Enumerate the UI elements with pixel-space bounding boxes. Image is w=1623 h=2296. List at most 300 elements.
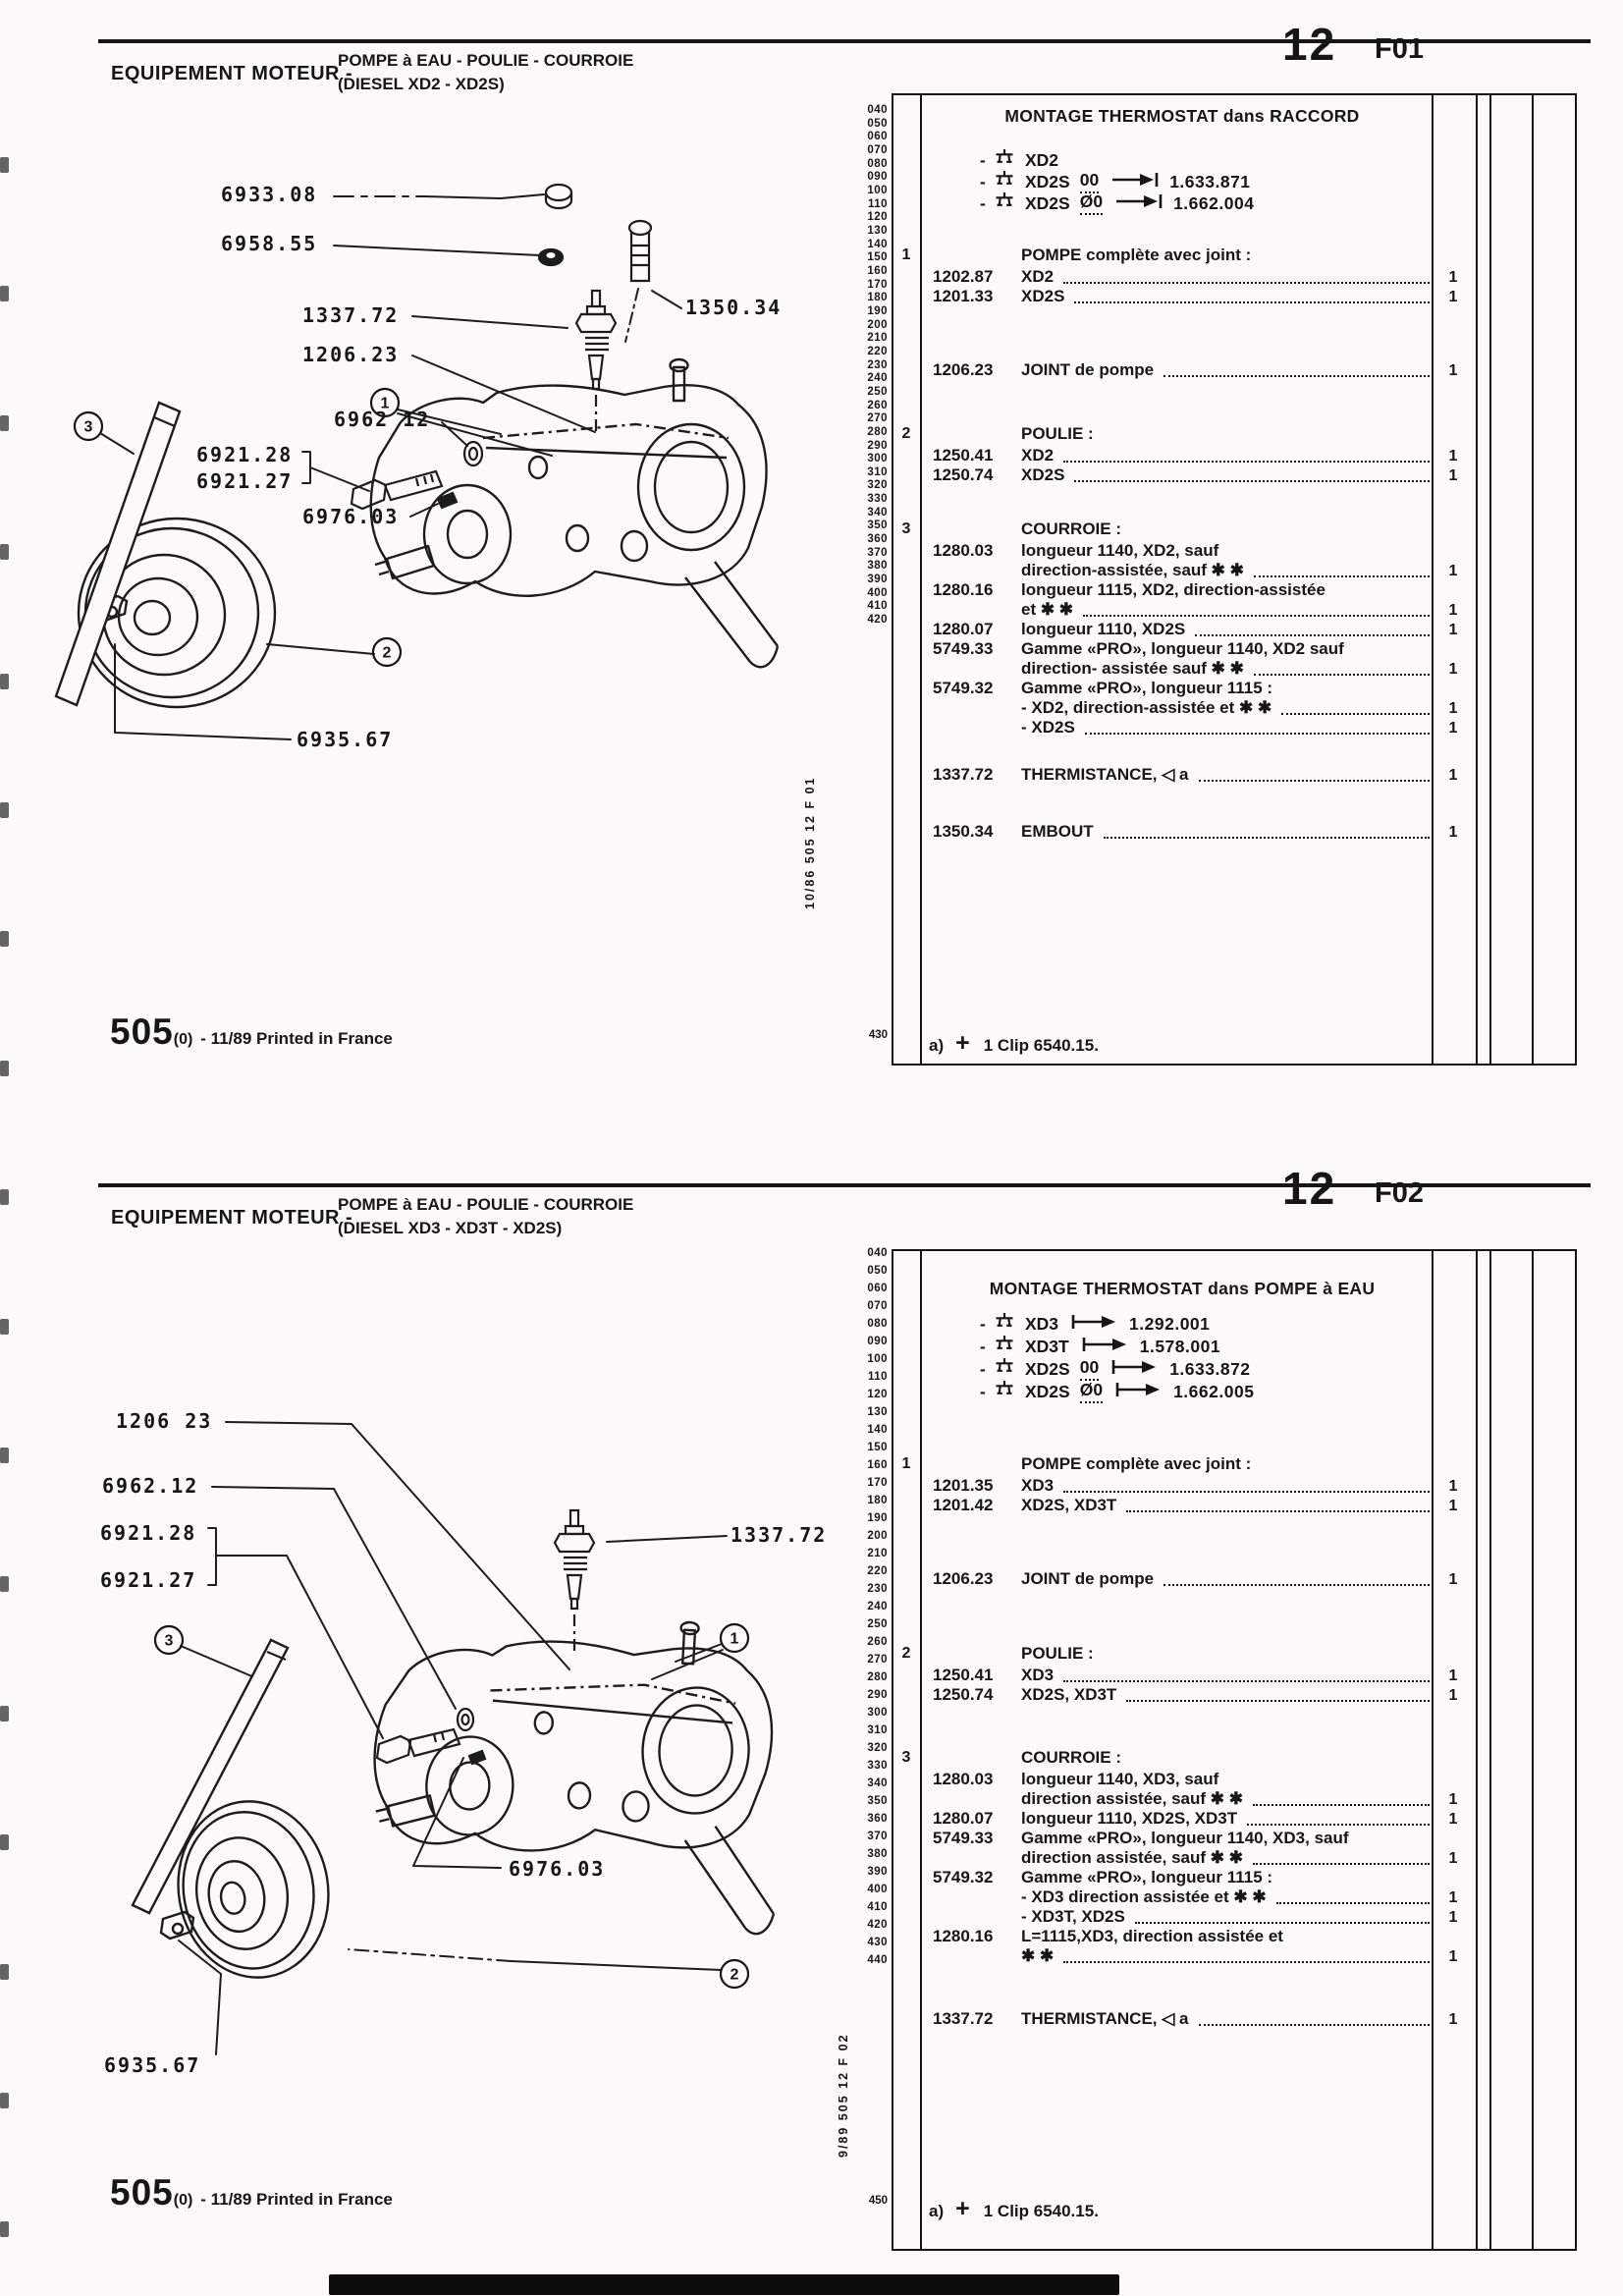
part-reference: 1250.41: [933, 446, 994, 465]
margin-line-number: 060: [867, 131, 888, 143]
quantity-value: 1: [1448, 1948, 1458, 1965]
part-reference: 1202.87: [933, 267, 994, 286]
margin-line-number: 320: [867, 479, 888, 492]
binding-mark: [0, 286, 9, 301]
panel-f02: [0, 1148, 1623, 2296]
part-reference: 1201.35: [933, 1476, 994, 1495]
binding-mark: [0, 1706, 9, 1722]
quantity-value: 1: [1448, 1791, 1458, 1808]
margin-line-number: 130: [867, 1406, 888, 1418]
dotted-leader: [1163, 1584, 1430, 1586]
part-description: Gamme «PRO», longueur 1115 :: [1021, 679, 1273, 697]
part-number-label: 1337.72: [302, 303, 400, 327]
margin-line-number: 250: [867, 385, 888, 398]
margin-line-number: 260: [867, 1636, 888, 1648]
margin-line-number: 150: [867, 1442, 888, 1453]
dotted-leader: [1063, 461, 1430, 463]
page-title: EQUIPEMENT MOTEUR -: [111, 1207, 353, 1229]
part-row: [933, 580, 1432, 600]
part-number-label: 1206 23: [116, 1409, 213, 1433]
dotted-leader: [1281, 713, 1430, 715]
margin-line-number: 300: [867, 1707, 888, 1719]
part-number-label: 6933.08: [221, 183, 318, 206]
part-row: [933, 698, 1432, 718]
part-number-label: 6976.03: [302, 505, 400, 528]
margin-line-number: 260: [867, 399, 888, 411]
margin-line-number: 360: [867, 533, 888, 546]
part-number-label: 6962.12: [102, 1474, 199, 1498]
part-number-label: 6935.67: [104, 2053, 201, 2077]
margin-line-number: 240: [867, 372, 888, 385]
part-description: longueur 1140, XD2, sauf: [1021, 541, 1219, 560]
dotted-leader: [1135, 1922, 1430, 1924]
part-row: [933, 1789, 1432, 1809]
variant-line: - XD2S 00 1.633.872: [980, 1358, 1251, 1380]
section-title-row: POMPE complète avec joint :: [1021, 246, 1252, 264]
quantity-value: 1: [1448, 563, 1458, 579]
part-row: [933, 465, 1432, 485]
quantity-value: 1: [1448, 362, 1458, 379]
part-number-label: 6921.27: [196, 469, 294, 493]
part-number-label: 1350.34: [685, 296, 783, 319]
callout-number: 2: [382, 644, 392, 662]
part-row: [933, 718, 1432, 738]
quantity-value: 1: [1448, 1811, 1458, 1828]
item-number: 3: [901, 1749, 911, 1766]
margin-line-number: 380: [867, 560, 888, 573]
footer-revision: (0): [173, 1031, 193, 1048]
part-description: XD2S: [1021, 465, 1065, 484]
bolt-head-drawing: [377, 1736, 410, 1763]
dotted-leader: [1063, 282, 1430, 284]
margin-line-number: 160: [867, 1459, 888, 1471]
bolt-drawing: [629, 221, 651, 235]
part-reference: 5749.32: [933, 679, 994, 697]
part-description: XD3: [1021, 1476, 1055, 1495]
margin-line-number: 090: [867, 1336, 888, 1347]
part-description: JOINT de pompe: [1021, 1569, 1155, 1588]
dotted-leader: [1063, 1491, 1430, 1493]
footnote-label: a): [929, 2202, 945, 2220]
quantity-value: 1: [1448, 2011, 1458, 2028]
part-description: L=1115,XD3, direction assistée et: [1021, 1927, 1283, 1945]
margin-line-number: 320: [867, 1742, 888, 1754]
part-description: Gamme «PRO», longueur 1115 :: [1021, 1868, 1273, 1886]
margin-line-number: 410: [867, 1901, 888, 1913]
margin-line-number: 100: [867, 1353, 888, 1365]
footnote-text: 1 Clip 6540.15.: [983, 1036, 1099, 1055]
part-row: [933, 446, 1432, 465]
footnote-text: 1 Clip 6540.15.: [983, 2202, 1099, 2220]
variant-model: XD2S: [1025, 171, 1070, 191]
part-row: [933, 600, 1432, 620]
margin-line-number: 340: [867, 1777, 888, 1789]
margin-line-number: 310: [867, 465, 888, 478]
part-row: [933, 1569, 1432, 1589]
subtitle-line2: (DIESEL XD3 - XD3T - XD2S): [338, 1219, 563, 1237]
part-number-label: 1337.72: [730, 1523, 828, 1547]
margin-line-number: 180: [867, 292, 888, 304]
part-description: longueur 1140, XD3, sauf: [1021, 1770, 1219, 1788]
margin-line-number: 040: [867, 1247, 888, 1259]
section-title-row: POULIE :: [1021, 1644, 1094, 1663]
part-description: direction- assistée sauf ✱ ✱: [1021, 659, 1244, 678]
variant-reference: 1.662.004: [1173, 192, 1255, 213]
variant-reference: 1.292.001: [1129, 1313, 1211, 1334]
part-number-label: 6921.27: [100, 1568, 197, 1592]
part-number-label: 1206.23: [302, 343, 400, 366]
margin-line-number: 220: [867, 1565, 888, 1577]
quantity-value: 1: [1448, 720, 1458, 737]
table-line: [1575, 93, 1577, 1066]
quantity-value: 1: [1448, 1667, 1458, 1684]
variant-model: XD3T: [1025, 1336, 1069, 1356]
margin-line-number: 290: [867, 1689, 888, 1701]
margin-bottom-number: 430: [868, 1029, 888, 1041]
margin-line-number: 210: [867, 1548, 888, 1559]
item-number: 2: [901, 1645, 911, 1662]
part-row: [933, 639, 1432, 659]
callout-number: 1: [730, 1630, 739, 1648]
binding-mark: [0, 674, 9, 689]
variant-model: XD2S: [1025, 192, 1070, 213]
part-row: [933, 1829, 1432, 1848]
binding-mark: [0, 802, 9, 818]
margin-line-number: 070: [867, 143, 888, 156]
part-description: - XD2S: [1021, 718, 1075, 737]
part-description: - XD3T, XD2S: [1021, 1907, 1125, 1926]
quantity-value: 1: [1448, 448, 1458, 465]
binding-mark: [0, 157, 9, 173]
variant-code: Ø0: [1080, 1380, 1103, 1403]
thermistance-drawing: [576, 291, 616, 434]
page-title: EQUIPEMENT MOTEUR -: [111, 63, 353, 84]
margin-line-number: 140: [867, 1424, 888, 1436]
binding-mark: [0, 931, 9, 947]
margin-line-number: 200: [867, 318, 888, 331]
item-number: 1: [901, 1455, 911, 1472]
margin-line-number: 110: [867, 197, 888, 210]
variant-line: - XD2S Ø0 1.662.004: [980, 192, 1254, 214]
section-number: 12: [1282, 19, 1337, 70]
quantity-value: 1: [1448, 1909, 1458, 1926]
margin-line-number: 170: [867, 278, 888, 291]
plus-icon: +: [955, 2195, 970, 2222]
section-title-row: COURROIE :: [1021, 519, 1121, 538]
part-row: [933, 1848, 1432, 1868]
part-reference: 1280.03: [933, 1770, 994, 1788]
margin-line-number: 420: [867, 1919, 888, 1931]
quantity-value: 1: [1448, 767, 1458, 784]
margin-line-number: 350: [867, 1795, 888, 1807]
part-description: - XD2, direction-assistée et ✱ ✱: [1021, 698, 1272, 717]
margin-line-number: 330: [867, 1760, 888, 1772]
quantity-column: [1433, 1148, 1474, 2296]
margin-line-number: 430: [867, 1937, 888, 1948]
exploded-diagram-water-pump-xd3: [39, 1218, 844, 2102]
part-description: longueur 1115, XD2, direction-assistée: [1021, 580, 1325, 599]
margin-line-number: 440: [867, 1954, 888, 1966]
table-line: [1575, 1249, 1577, 2251]
dotted-leader: [1085, 733, 1430, 735]
parts-rows: [933, 0, 1432, 1148]
part-number-label: 6921.28: [100, 1521, 197, 1545]
part-description: et ✱ ✱: [1021, 600, 1074, 619]
part-description: direction assistée, sauf ✱ ✱: [1021, 1789, 1243, 1808]
variant-model: XD3: [1025, 1313, 1059, 1334]
pump-body-drawing: [371, 359, 778, 667]
part-reference: 1250.74: [933, 465, 994, 484]
binding-mark: [0, 1964, 9, 1980]
margin-line-number: 400: [867, 1884, 888, 1895]
subtitle-line2: (DIESEL XD2 - XD2S): [338, 75, 505, 93]
washer-drawing: [458, 1709, 473, 1730]
variant-line: - XD2S 00 1.633.871: [980, 171, 1251, 192]
margin-line-number: 190: [867, 304, 888, 317]
item-number: 2: [901, 425, 911, 442]
table-title: MONTAGE THERMOSTAT dans POMPE à EAU: [989, 1279, 1376, 1298]
binding-mark: [0, 1189, 9, 1205]
margin-line-number: 210: [867, 332, 888, 345]
margin-line-number: 390: [867, 574, 888, 586]
washer-drawing: [464, 442, 482, 465]
part-row: [933, 1685, 1432, 1705]
part-number-label: 6976.03: [509, 1857, 606, 1881]
margin-line-number: 240: [867, 1601, 888, 1613]
dotted-leader: [1253, 1804, 1430, 1806]
part-row: [933, 1496, 1432, 1515]
part-description: THERMISTANCE, ◁ a: [1021, 765, 1189, 784]
margin-line-number: 250: [867, 1618, 888, 1630]
binding-mark: [0, 1319, 9, 1335]
section-code: F01: [1375, 33, 1424, 65]
margin-line-number: 140: [867, 238, 888, 250]
item-number: 3: [901, 520, 911, 537]
quantity-value: 1: [1448, 824, 1458, 841]
part-row: [933, 765, 1432, 785]
footnote: [929, 2195, 1099, 2223]
part-reference: 5749.33: [933, 639, 994, 658]
margin-line-number: 200: [867, 1530, 888, 1542]
margin-line-number: 290: [867, 439, 888, 452]
dotted-leader: [1083, 615, 1430, 617]
part-description: direction assistée, sauf ✱ ✱: [1021, 1848, 1243, 1867]
callout-number: 1: [380, 395, 390, 412]
print-footer: [110, 1011, 393, 1053]
quantity-value: 1: [1448, 622, 1458, 638]
margin-line-number: 190: [867, 1512, 888, 1524]
pump-body-drawing: [366, 1607, 788, 1935]
quantity-value: 1: [1448, 661, 1458, 678]
quantity-value: 1: [1448, 289, 1458, 305]
part-row: [933, 679, 1432, 698]
margin-line-number: 340: [867, 506, 888, 519]
scan-artifact-bar: [329, 2274, 1119, 2295]
nut-drawing: [546, 185, 571, 200]
part-reference: 1201.42: [933, 1496, 994, 1514]
part-reference: 5749.33: [933, 1829, 994, 1847]
dotted-leader: [1163, 375, 1430, 377]
part-row: [933, 267, 1432, 287]
margin-line-number: 420: [867, 614, 888, 627]
margin-line-number: 220: [867, 345, 888, 357]
dotted-leader: [1063, 1680, 1430, 1682]
binding-mark: [0, 2093, 9, 2108]
table-line: [1489, 1249, 1491, 2251]
dotted-leader: [1195, 634, 1430, 636]
margin-line-number: 150: [867, 251, 888, 264]
part-row: [933, 1809, 1432, 1829]
side-reference-text: 10/86 505 12 F 01: [803, 776, 817, 909]
footer-printed-text: - 11/89 Printed in France: [200, 2190, 393, 2209]
variant-model: XD2S: [1025, 1381, 1070, 1401]
part-reference: 1206.23: [933, 360, 994, 379]
part-description: XD2S, XD3T: [1021, 1496, 1117, 1514]
margin-line-number: 060: [867, 1283, 888, 1294]
quantity-value: 1: [1448, 1687, 1458, 1704]
quantity-value: 1: [1448, 467, 1458, 484]
part-description: EMBOUT: [1021, 822, 1094, 841]
thermistance-drawing: [555, 1510, 594, 1654]
margin-line-number: 270: [867, 412, 888, 425]
variant-code: Ø0: [1080, 191, 1103, 215]
side-reference-text: 9/89 505 12 F 02: [837, 2033, 850, 2158]
margin-line-number: 230: [867, 1583, 888, 1595]
diagram-labels: [75, 183, 782, 751]
part-description: XD2: [1021, 267, 1055, 286]
variant-model: XD2S: [1025, 1358, 1070, 1379]
part-row: [933, 1666, 1432, 1685]
dotted-leader: [1247, 1824, 1430, 1826]
footer-catalog-number: 505: [110, 1011, 174, 1052]
pump-body-drawing: [366, 1607, 788, 1935]
margin-line-number: 330: [867, 493, 888, 506]
part-reference: 1206.23: [933, 1569, 994, 1588]
part-description: JOINT de pompe: [1021, 360, 1155, 379]
parts-rows: [933, 1148, 1432, 2296]
part-row: [933, 620, 1432, 639]
quantity-value: 1: [1448, 1498, 1458, 1514]
margin-line-number: 310: [867, 1724, 888, 1736]
variant-line: - XD3 1.292.001: [980, 1313, 1211, 1334]
subtitle-line1: POMPE à EAU - POULIE - COURROIE: [338, 1195, 634, 1214]
margin-line-number: 100: [867, 184, 888, 196]
margin-bottom-number: 450: [868, 2195, 888, 2207]
part-reference: 1250.74: [933, 1685, 994, 1704]
dotted-leader: [1104, 837, 1430, 839]
quantity-value: 1: [1448, 269, 1458, 286]
variant-code: 00: [1080, 170, 1099, 193]
part-row: [933, 822, 1432, 842]
margin-line-number: 280: [867, 425, 888, 438]
variant-line: - XD3T 1.578.001: [980, 1336, 1221, 1356]
footnote: [929, 1029, 1099, 1058]
part-description: longueur 1110, XD2S, XD3T: [1021, 1809, 1238, 1828]
margin-line-number: 050: [867, 117, 888, 130]
item-number: 1: [901, 246, 911, 263]
part-description: longueur 1110, XD2S: [1021, 620, 1186, 638]
margin-line-number: 230: [867, 358, 888, 371]
part-description: Gamme «PRO», longueur 1140, XD2 sauf: [1021, 639, 1344, 658]
table-title: MONTAGE THERMOSTAT dans RACCORD: [1004, 106, 1360, 126]
binding-mark: [0, 1834, 9, 1850]
dotted-leader: [1063, 1961, 1430, 1963]
binding-mark: [0, 544, 9, 560]
part-row: [933, 541, 1432, 561]
dotted-leader: [1199, 2024, 1431, 2026]
dotted-leader: [1074, 301, 1430, 303]
margin-line-number: 410: [867, 600, 888, 613]
exploded-diagram-water-pump-xd2: [39, 108, 825, 786]
part-row: [933, 1927, 1432, 1946]
binding-mark: [0, 415, 9, 431]
margin-line-number: 050: [867, 1265, 888, 1277]
margin-line-number: 040: [867, 104, 888, 116]
dotted-leader: [1254, 674, 1430, 676]
callout-number: 3: [164, 1632, 174, 1650]
margin-line-number: 180: [867, 1495, 888, 1506]
part-description: Gamme «PRO», longueur 1140, XD3, sauf: [1021, 1829, 1349, 1847]
margin-line-number: 300: [867, 453, 888, 465]
margin-line-number: 130: [867, 224, 888, 237]
part-reference: 5749.32: [933, 1868, 994, 1886]
dotted-leader: [1199, 780, 1431, 782]
table-line: [1476, 1249, 1478, 2251]
binding-mark: [0, 2221, 9, 2237]
variant-reference: 1.578.001: [1139, 1336, 1221, 1356]
margin-line-number: 070: [867, 1300, 888, 1312]
part-description: XD3: [1021, 1666, 1055, 1684]
margin-line-number: 390: [867, 1866, 888, 1878]
part-description: XD2S: [1021, 287, 1065, 305]
dotted-leader: [1126, 1700, 1430, 1702]
callout-number: 2: [730, 1966, 739, 1984]
quantity-column: [1433, 0, 1474, 1148]
margin-line-number: 080: [867, 157, 888, 170]
plus-icon: +: [955, 1029, 970, 1057]
margin-line-number: 350: [867, 519, 888, 532]
belt-drawing: [133, 1640, 288, 1913]
diagram-labels: [100, 1409, 827, 2077]
part-number-label: 6958.55: [221, 232, 318, 255]
binding-mark: [0, 1061, 9, 1076]
part-number-label: 6921.28: [196, 443, 294, 466]
margin-line-number: 370: [867, 546, 888, 559]
key-drawing: [469, 1751, 485, 1764]
margin-line-number: 280: [867, 1671, 888, 1683]
variant-reference: 1.633.871: [1169, 171, 1251, 191]
part-description: XD2S, XD3T: [1021, 1685, 1117, 1704]
margin-line-number: 120: [867, 211, 888, 224]
section-number: 12: [1282, 1163, 1337, 1214]
callout-number: 3: [83, 418, 93, 436]
part-row: [933, 1476, 1432, 1496]
part-description: direction-assistée, sauf ✱ ✱: [1021, 561, 1244, 579]
margin-line-number: 370: [867, 1831, 888, 1842]
item-number-column: [892, 0, 921, 1148]
dotted-leader: [1276, 1902, 1430, 1904]
quantity-value: 1: [1448, 602, 1458, 619]
margin-line-number: 380: [867, 1848, 888, 1860]
margin-line-number: 400: [867, 586, 888, 599]
margin-line-number: 090: [867, 171, 888, 184]
table-line: [1476, 93, 1478, 1066]
margin-line-number: 080: [867, 1318, 888, 1330]
dotted-leader: [1253, 1863, 1430, 1865]
print-footer: [110, 2172, 393, 2214]
section-title-row: POULIE :: [1021, 424, 1094, 443]
quantity-value: 1: [1448, 700, 1458, 717]
